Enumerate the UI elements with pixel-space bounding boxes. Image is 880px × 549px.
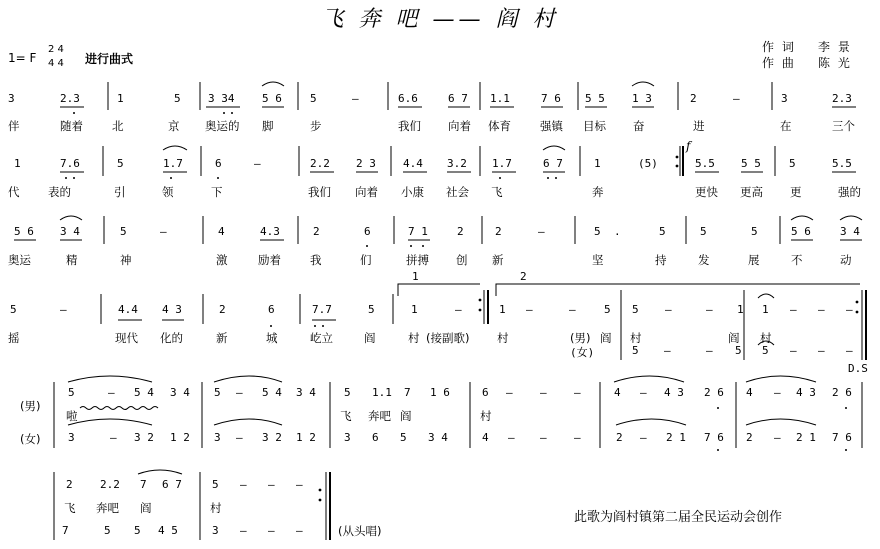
note: 2 bbox=[457, 225, 464, 238]
note: 2 3 bbox=[356, 157, 376, 170]
lyric: 神 bbox=[120, 253, 132, 267]
female-note: 7 6 bbox=[704, 431, 724, 444]
lyric: 持 bbox=[655, 253, 667, 267]
lyric: 阎 bbox=[728, 331, 740, 345]
female-note: 1 2 bbox=[296, 431, 316, 444]
lyric: (接副歌) bbox=[426, 331, 470, 345]
note: 5 bbox=[120, 225, 127, 238]
lyric: 强的 bbox=[838, 185, 861, 199]
lyric: 坚 bbox=[592, 253, 604, 267]
composer-label: 作 曲 bbox=[762, 56, 796, 70]
note: 5 bbox=[117, 157, 124, 170]
note: — bbox=[706, 344, 713, 357]
lyric: 化的 bbox=[160, 331, 183, 345]
lyric: 更快 bbox=[695, 185, 718, 199]
male-note: 4 3 bbox=[664, 386, 684, 399]
note: 1 bbox=[594, 157, 601, 170]
female-note: 5 bbox=[400, 431, 407, 444]
female-note: — bbox=[574, 431, 581, 444]
male-note: 5 4 bbox=[134, 386, 154, 399]
note: — bbox=[352, 92, 359, 105]
male-voice-label: (男) bbox=[20, 399, 41, 413]
note: — bbox=[254, 157, 261, 170]
note: 1 3 bbox=[632, 92, 652, 105]
lyric: 发 bbox=[698, 253, 710, 267]
note: D.S bbox=[848, 362, 868, 375]
note: 3 bbox=[781, 92, 788, 105]
note: 5 bbox=[604, 303, 611, 316]
lyric: 励着 bbox=[258, 253, 281, 267]
lyric: 更 bbox=[790, 185, 802, 199]
note: 2 bbox=[219, 303, 226, 316]
note: 6 7 bbox=[543, 157, 563, 170]
note: — bbox=[664, 344, 671, 357]
key-signature: 1= F bbox=[8, 51, 37, 65]
note: — bbox=[160, 225, 167, 238]
note: 2 bbox=[313, 225, 320, 238]
female-note: — bbox=[774, 431, 781, 444]
note: — bbox=[733, 92, 740, 105]
male-note: 2.2 bbox=[100, 478, 120, 491]
note: — bbox=[790, 344, 797, 357]
note: 5 bbox=[789, 157, 796, 170]
lyric: 奥运 bbox=[8, 253, 31, 267]
note: 6 bbox=[215, 157, 222, 170]
male-note: — bbox=[108, 386, 115, 399]
lyric: 进 bbox=[693, 119, 705, 133]
lyric: 社会 bbox=[446, 185, 469, 199]
note: — bbox=[526, 303, 533, 316]
note: 1 bbox=[412, 270, 419, 283]
note: 1 bbox=[737, 303, 744, 316]
note: 5.5 bbox=[695, 157, 715, 170]
note: — bbox=[538, 225, 545, 238]
male-lyric: 飞 bbox=[64, 501, 76, 515]
note: 5 bbox=[735, 344, 742, 357]
lyric: (男) bbox=[570, 331, 591, 345]
note: 1.7 bbox=[492, 157, 512, 170]
lyric: 拼搏 bbox=[406, 253, 429, 267]
female-note: 5 bbox=[134, 524, 141, 537]
lyric: 激 bbox=[216, 253, 228, 267]
male-note: — bbox=[236, 386, 243, 399]
male-note: 5 4 bbox=[262, 386, 282, 399]
note: 2.3 bbox=[832, 92, 852, 105]
male-lyric: 村 bbox=[210, 501, 222, 515]
note: 5 bbox=[174, 92, 181, 105]
note: 5 bbox=[10, 303, 17, 316]
note: 3 4 bbox=[60, 225, 80, 238]
female-note: — bbox=[640, 431, 647, 444]
note: — bbox=[60, 303, 67, 316]
note: 4 bbox=[218, 225, 225, 238]
lyric: 阎 bbox=[364, 331, 376, 345]
note: 1.1 bbox=[490, 92, 510, 105]
note: 1 bbox=[117, 92, 124, 105]
lyric: 引 bbox=[114, 185, 126, 199]
lyric: 展 bbox=[748, 253, 760, 267]
female-note: — bbox=[110, 431, 117, 444]
male-note: 4 bbox=[614, 386, 621, 399]
female-note: 4 bbox=[482, 431, 489, 444]
female-note: 2 bbox=[746, 431, 753, 444]
female-note: — bbox=[236, 431, 243, 444]
lyric: 步 bbox=[310, 119, 322, 133]
female-note: 3 bbox=[212, 524, 219, 537]
female-note: 3 bbox=[344, 431, 351, 444]
female-note: 3 2 bbox=[134, 431, 154, 444]
male-note: 5 bbox=[212, 478, 219, 491]
note: (女) bbox=[570, 346, 595, 359]
note: 5 bbox=[632, 344, 639, 357]
lyric: 阎 bbox=[600, 331, 612, 345]
svg-text:f: f bbox=[686, 139, 691, 153]
female-note: 2 1 bbox=[796, 431, 816, 444]
note: 3 34 bbox=[208, 92, 235, 105]
male-note: — bbox=[296, 478, 303, 491]
lyric: 摇 bbox=[8, 331, 20, 345]
note: 3 4 bbox=[840, 225, 860, 238]
note: — bbox=[569, 303, 576, 316]
lyric: 村 bbox=[630, 331, 642, 345]
male-note: 5 bbox=[344, 386, 351, 399]
female-note: 4 5 bbox=[158, 524, 178, 537]
note: 2 bbox=[690, 92, 697, 105]
note: — bbox=[665, 303, 672, 316]
male-lyric: 阎 bbox=[140, 501, 152, 515]
note: 2 bbox=[495, 225, 502, 238]
note: 3.2 bbox=[447, 157, 467, 170]
note: 5 bbox=[659, 225, 666, 238]
female-note: 3 2 bbox=[262, 431, 282, 444]
lyric: 三个 bbox=[832, 119, 855, 133]
note: — bbox=[846, 303, 853, 316]
lyric: 现代 bbox=[115, 331, 138, 345]
female-note: 1 2 bbox=[170, 431, 190, 444]
male-note: 1.1 bbox=[372, 386, 392, 399]
note: 5 bbox=[751, 225, 758, 238]
male-note: — bbox=[574, 386, 581, 399]
lyric: 向着 bbox=[448, 119, 471, 133]
note: 5 6 bbox=[262, 92, 282, 105]
note: . bbox=[614, 225, 621, 238]
lyric: 领 bbox=[162, 185, 174, 199]
male-note: — bbox=[240, 478, 247, 491]
lyric: 新 bbox=[216, 331, 228, 345]
lyric: 脚 bbox=[262, 119, 274, 133]
note: 1 bbox=[411, 303, 418, 316]
male-note: 7 bbox=[404, 386, 411, 399]
male-note: — bbox=[640, 386, 647, 399]
lyricist-label: 作 词 bbox=[762, 40, 796, 54]
lyric: 不 bbox=[791, 253, 803, 267]
male-lyric: 村 bbox=[480, 409, 492, 423]
note: 6.6 bbox=[398, 92, 418, 105]
male-note: 6 bbox=[482, 386, 489, 399]
note: 5 5 bbox=[585, 92, 605, 105]
lyric: 随着 bbox=[60, 119, 83, 133]
male-note: — bbox=[506, 386, 513, 399]
male-lyric: 飞 bbox=[340, 409, 352, 423]
lyric: 强镇 bbox=[540, 119, 563, 133]
male-note: 6 7 bbox=[162, 478, 182, 491]
lyric: 目标 bbox=[583, 119, 606, 133]
footer-note: 此歌为阎村镇第二届全民运动会创作 bbox=[574, 510, 783, 525]
female-note: 3 bbox=[214, 431, 221, 444]
lyric: 们 bbox=[360, 253, 372, 267]
song-title: 飞 奔 吧 —— 阎 村 bbox=[321, 7, 559, 32]
note: 7 1 bbox=[408, 225, 428, 238]
note: 7 6 bbox=[541, 92, 561, 105]
lyric: 创 bbox=[456, 253, 468, 267]
note: 5 bbox=[310, 92, 317, 105]
male-note: 2 6 bbox=[704, 386, 724, 399]
female-note: 5 bbox=[104, 524, 111, 537]
note: 5.5 bbox=[832, 157, 852, 170]
note: 2 bbox=[520, 270, 527, 283]
note: 5 bbox=[700, 225, 707, 238]
note: 5 bbox=[368, 303, 375, 316]
female-note: — bbox=[508, 431, 515, 444]
note: 2.2 bbox=[310, 157, 330, 170]
male-note: 2 6 bbox=[832, 386, 852, 399]
male-note: 7 bbox=[140, 478, 147, 491]
lyric: 新 bbox=[492, 253, 504, 267]
female-note: — bbox=[268, 524, 275, 537]
note: — bbox=[846, 344, 853, 357]
lyric: 我们 bbox=[308, 185, 331, 199]
note: 7.7 bbox=[312, 303, 332, 316]
lyric: 北 bbox=[112, 119, 124, 133]
note: (5) bbox=[638, 157, 658, 170]
note: 3 bbox=[8, 92, 15, 105]
lyric: 我 bbox=[310, 253, 322, 267]
lyric: 奔 bbox=[592, 185, 604, 199]
note: 1 bbox=[499, 303, 506, 316]
male-note: 3 4 bbox=[170, 386, 190, 399]
note: 7.6 bbox=[60, 157, 80, 170]
male-note: — bbox=[540, 386, 547, 399]
female-voice-label: (女) bbox=[20, 432, 41, 446]
lyric: 飞 bbox=[491, 185, 503, 199]
male-note: 1 6 bbox=[430, 386, 450, 399]
female-note: — bbox=[296, 524, 303, 537]
note: 4.4 bbox=[403, 157, 423, 170]
note: — bbox=[818, 303, 825, 316]
female-note: 3 bbox=[68, 431, 75, 444]
meter-bottom: 4 4 bbox=[48, 58, 64, 69]
note: — bbox=[790, 303, 797, 316]
lyric: 表的 bbox=[48, 185, 71, 199]
male-note: 4 3 bbox=[796, 386, 816, 399]
lyric: 体育 bbox=[488, 119, 511, 133]
male-note: 5 bbox=[214, 386, 221, 399]
note: 6 bbox=[364, 225, 371, 238]
female-note: 6 bbox=[372, 431, 379, 444]
lyric: 更高 bbox=[740, 185, 763, 199]
repeat-instruction: (从头唱) bbox=[338, 524, 382, 538]
male-lyric: 阎 bbox=[400, 409, 412, 423]
female-note: 2 bbox=[616, 431, 623, 444]
composer-name: 陈 光 bbox=[818, 56, 852, 70]
lyric: 村 bbox=[760, 331, 772, 345]
male-lyric: 啦 bbox=[66, 409, 78, 423]
note: 5 bbox=[632, 303, 639, 316]
note: 4 3 bbox=[162, 303, 182, 316]
male-note: — bbox=[268, 478, 275, 491]
lyric: 屹立 bbox=[310, 331, 333, 345]
male-lyric: 奔吧 bbox=[96, 501, 119, 515]
lyric: 奋 bbox=[633, 119, 645, 133]
lyric: 下 bbox=[211, 185, 223, 199]
female-note: 3 4 bbox=[428, 431, 448, 444]
male-note: 3 4 bbox=[296, 386, 316, 399]
lyric: 我们 bbox=[398, 119, 421, 133]
note: 5 5 bbox=[741, 157, 761, 170]
note: 6 bbox=[268, 303, 275, 316]
note: 5 bbox=[762, 344, 769, 357]
lyricist-name: 李 景 bbox=[818, 40, 852, 54]
note: — bbox=[818, 344, 825, 357]
lyric: 伴 bbox=[8, 119, 20, 133]
lyric: 村 bbox=[408, 331, 420, 345]
note: 1 bbox=[762, 303, 769, 316]
note: 1 bbox=[14, 157, 21, 170]
lyric: 京 bbox=[168, 119, 180, 133]
male-lyric: 奔吧 bbox=[368, 409, 391, 423]
note: 4.3 bbox=[260, 225, 280, 238]
note: 5 6 bbox=[14, 225, 34, 238]
lyric: 代 bbox=[8, 185, 20, 199]
tempo-marking: 进行曲式 bbox=[85, 52, 134, 66]
female-note: 7 bbox=[62, 524, 69, 537]
meter-top: 2 4 bbox=[48, 44, 64, 55]
note: 1.7 bbox=[163, 157, 183, 170]
male-note: 2 bbox=[66, 478, 73, 491]
female-note: 2 1 bbox=[666, 431, 686, 444]
male-note: — bbox=[774, 386, 781, 399]
lyric: 奥运的 bbox=[205, 119, 240, 133]
note: — bbox=[455, 303, 462, 316]
lyric: 精 bbox=[66, 253, 78, 267]
male-note: 4 bbox=[746, 386, 753, 399]
lyric: 动 bbox=[840, 253, 852, 267]
male-note: 5 bbox=[68, 386, 75, 399]
note: 5 6 bbox=[791, 225, 811, 238]
note: — bbox=[706, 303, 713, 316]
lyric: 村 bbox=[497, 331, 509, 345]
note: 6 7 bbox=[448, 92, 468, 105]
lyric: 在 bbox=[780, 119, 792, 133]
lyric: 向着 bbox=[355, 185, 378, 199]
lyric: 小康 bbox=[401, 185, 424, 199]
female-note: — bbox=[540, 431, 547, 444]
note: 5 bbox=[594, 225, 601, 238]
female-note: 7 6 bbox=[832, 431, 852, 444]
lyric: 城 bbox=[266, 331, 278, 345]
note: 4.4 bbox=[118, 303, 138, 316]
female-note: — bbox=[240, 524, 247, 537]
note: 2.3 bbox=[60, 92, 80, 105]
